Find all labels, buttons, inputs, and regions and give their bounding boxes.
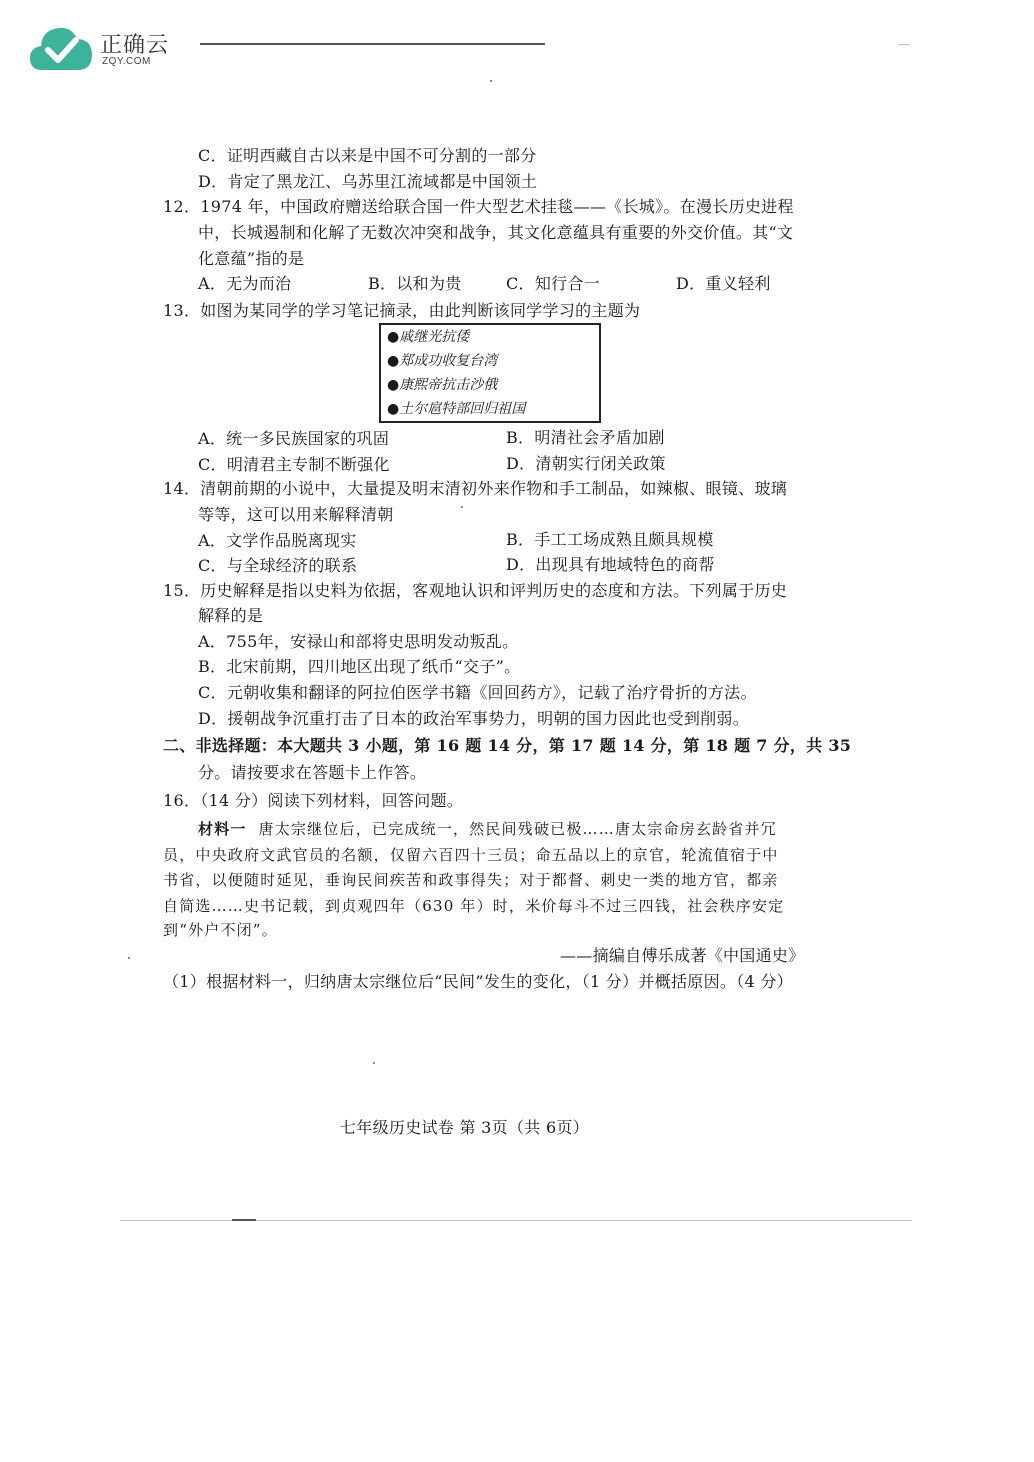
material-one-line-1: [198, 819, 777, 839]
q15-option-a: A．755年，安禄山和部将史思明发动叛乱。: [198, 632, 519, 651]
q14-stem-line-2: 等等，这可以用来解释清朝: [198, 505, 394, 524]
q13-option-b: B．明清社会矛盾加剧: [506, 428, 665, 447]
note-item: ●戚继光抗倭: [387, 329, 470, 345]
material-one-line-4: 自简选……史书记载，到贞观四年（630 年）时，米价每斗不过三四钱，社会秩序安定: [163, 897, 785, 915]
material-text: 唐太宗继位后，已完成统一，然民间残破已极……唐太宗命房玄龄省并冗: [258, 820, 777, 838]
q14-option-b: B．手工工场成熟且颇具规模: [506, 530, 714, 549]
q12-stem-line-2: 中，长城遏制和化解了无数次冲突和战争，其文化意蕴具有重要的外交价值。其“文: [198, 223, 794, 242]
note-item: ●康熙帝抗击沙俄: [387, 377, 498, 393]
q12-stem-line-1: 12．1974 年，中国政府赠送给联合国一件大型艺术挂毯——《长城》。在漫长历史进程: [163, 197, 794, 216]
q16-subquestion-1: （1）根据材料一，归纳唐太宗继位后“民间”发生的变化，（1 分）并概括原因。（4 分）: [163, 972, 793, 991]
q11-option-d: D．肯定了黑龙江、乌苏里江流域都是中国领土: [198, 172, 538, 191]
zqy-logo: [28, 22, 188, 74]
cloud-check-icon: [28, 22, 96, 74]
study-notes-box: [379, 323, 601, 423]
material-source: ——摘编自傅乐成著《中国通史》: [560, 946, 805, 965]
logo-brand: 正确云: [100, 33, 170, 58]
scan-speck: [373, 1062, 375, 1064]
scan-speck: [490, 80, 492, 82]
material-one-line-3: 书省，以便随时延见，垂询民间疾苦和政事得失；对于都督、刺史一类的地方官，都亲: [163, 871, 779, 889]
bottom-scan-mark: [232, 1219, 256, 1221]
material-one-line-5: 到“外户不闭”。: [163, 921, 278, 939]
q15-stem-line-1: 15．历史解释是指以史料为依据，客观地认识和评判历史的态度和方法。下列属于历史: [163, 581, 788, 600]
q12-stem-line-3: 化意蕴”指的是: [198, 249, 305, 268]
q15-stem-line-2: 解释的是: [198, 606, 264, 625]
q13-stem: 13．如图为某同学的学习笔记摘录，由此判断该同学学习的主题为: [163, 301, 641, 320]
scan-speck: [461, 506, 463, 508]
q14-option-d: D．出现具有地域特色的商帮: [506, 555, 715, 574]
top-scan-mark: [898, 44, 910, 45]
q11-option-c: C．证明西藏自古以来是中国不可分割的一部分: [198, 146, 537, 165]
q12-option-b: B．以和为贵: [368, 274, 462, 293]
material-label: 材料一: [198, 820, 247, 838]
q16-stem: 16．（14 分）阅读下列材料，回答问题。: [163, 791, 464, 810]
q15-option-d: D．援朝战争沉重打击了日本的政治军事势力，明朝的国力因此也受到削弱。: [198, 709, 750, 728]
q12-option-a: A．无为而治: [198, 274, 292, 293]
top-scan-line: [200, 43, 545, 45]
note-item: ●土尔扈特部回归祖国: [387, 401, 526, 417]
q13-option-a: A．统一多民族国家的巩固: [198, 429, 390, 448]
logo-domain: ZQY.COM: [102, 56, 151, 67]
q12-option-c: C．知行合一: [506, 274, 601, 293]
q13-option-c: C．明清君主专制不断强化: [198, 455, 390, 474]
q13-option-d: D．清朝实行闭关政策: [506, 454, 666, 473]
q14-option-c: C．与全球经济的联系: [198, 556, 358, 575]
q12-option-d: D．重义轻利: [676, 274, 771, 293]
q15-option-b: B．北宋前期，四川地区出现了纸币“交子”。: [198, 657, 521, 676]
q14-option-a: A．文学作品脱离现实: [198, 531, 357, 550]
note-item: ●郑成功收复台湾: [387, 353, 498, 369]
scan-speck: [128, 957, 130, 959]
q14-stem-line-1: 14．清朝前期的小说中，大量提及明末清初外来作物和手工制品，如辣椒、眼镜、玻璃: [163, 479, 788, 498]
page-footer: 七年级历史试卷 第 3页（共 6页）: [340, 1118, 590, 1137]
material-one-line-2: 员，中央政府文武官员的名额，仅留六百四十三员；命五品以上的京官，轮流值宿于中: [163, 846, 779, 864]
section2-header-line-1: 二、非选择题：本大题共 3 小题，第 16 题 14 分，第 17 题 14 分，第 18 题 7 分，共 35: [163, 736, 852, 755]
section2-header-line-2: 分。请按要求在答题卡上作答。: [198, 763, 427, 782]
q15-option-c: C．元朝收集和翻译的阿拉伯医学书籍《回回药方》，记载了治疗骨折的方法。: [198, 683, 757, 702]
